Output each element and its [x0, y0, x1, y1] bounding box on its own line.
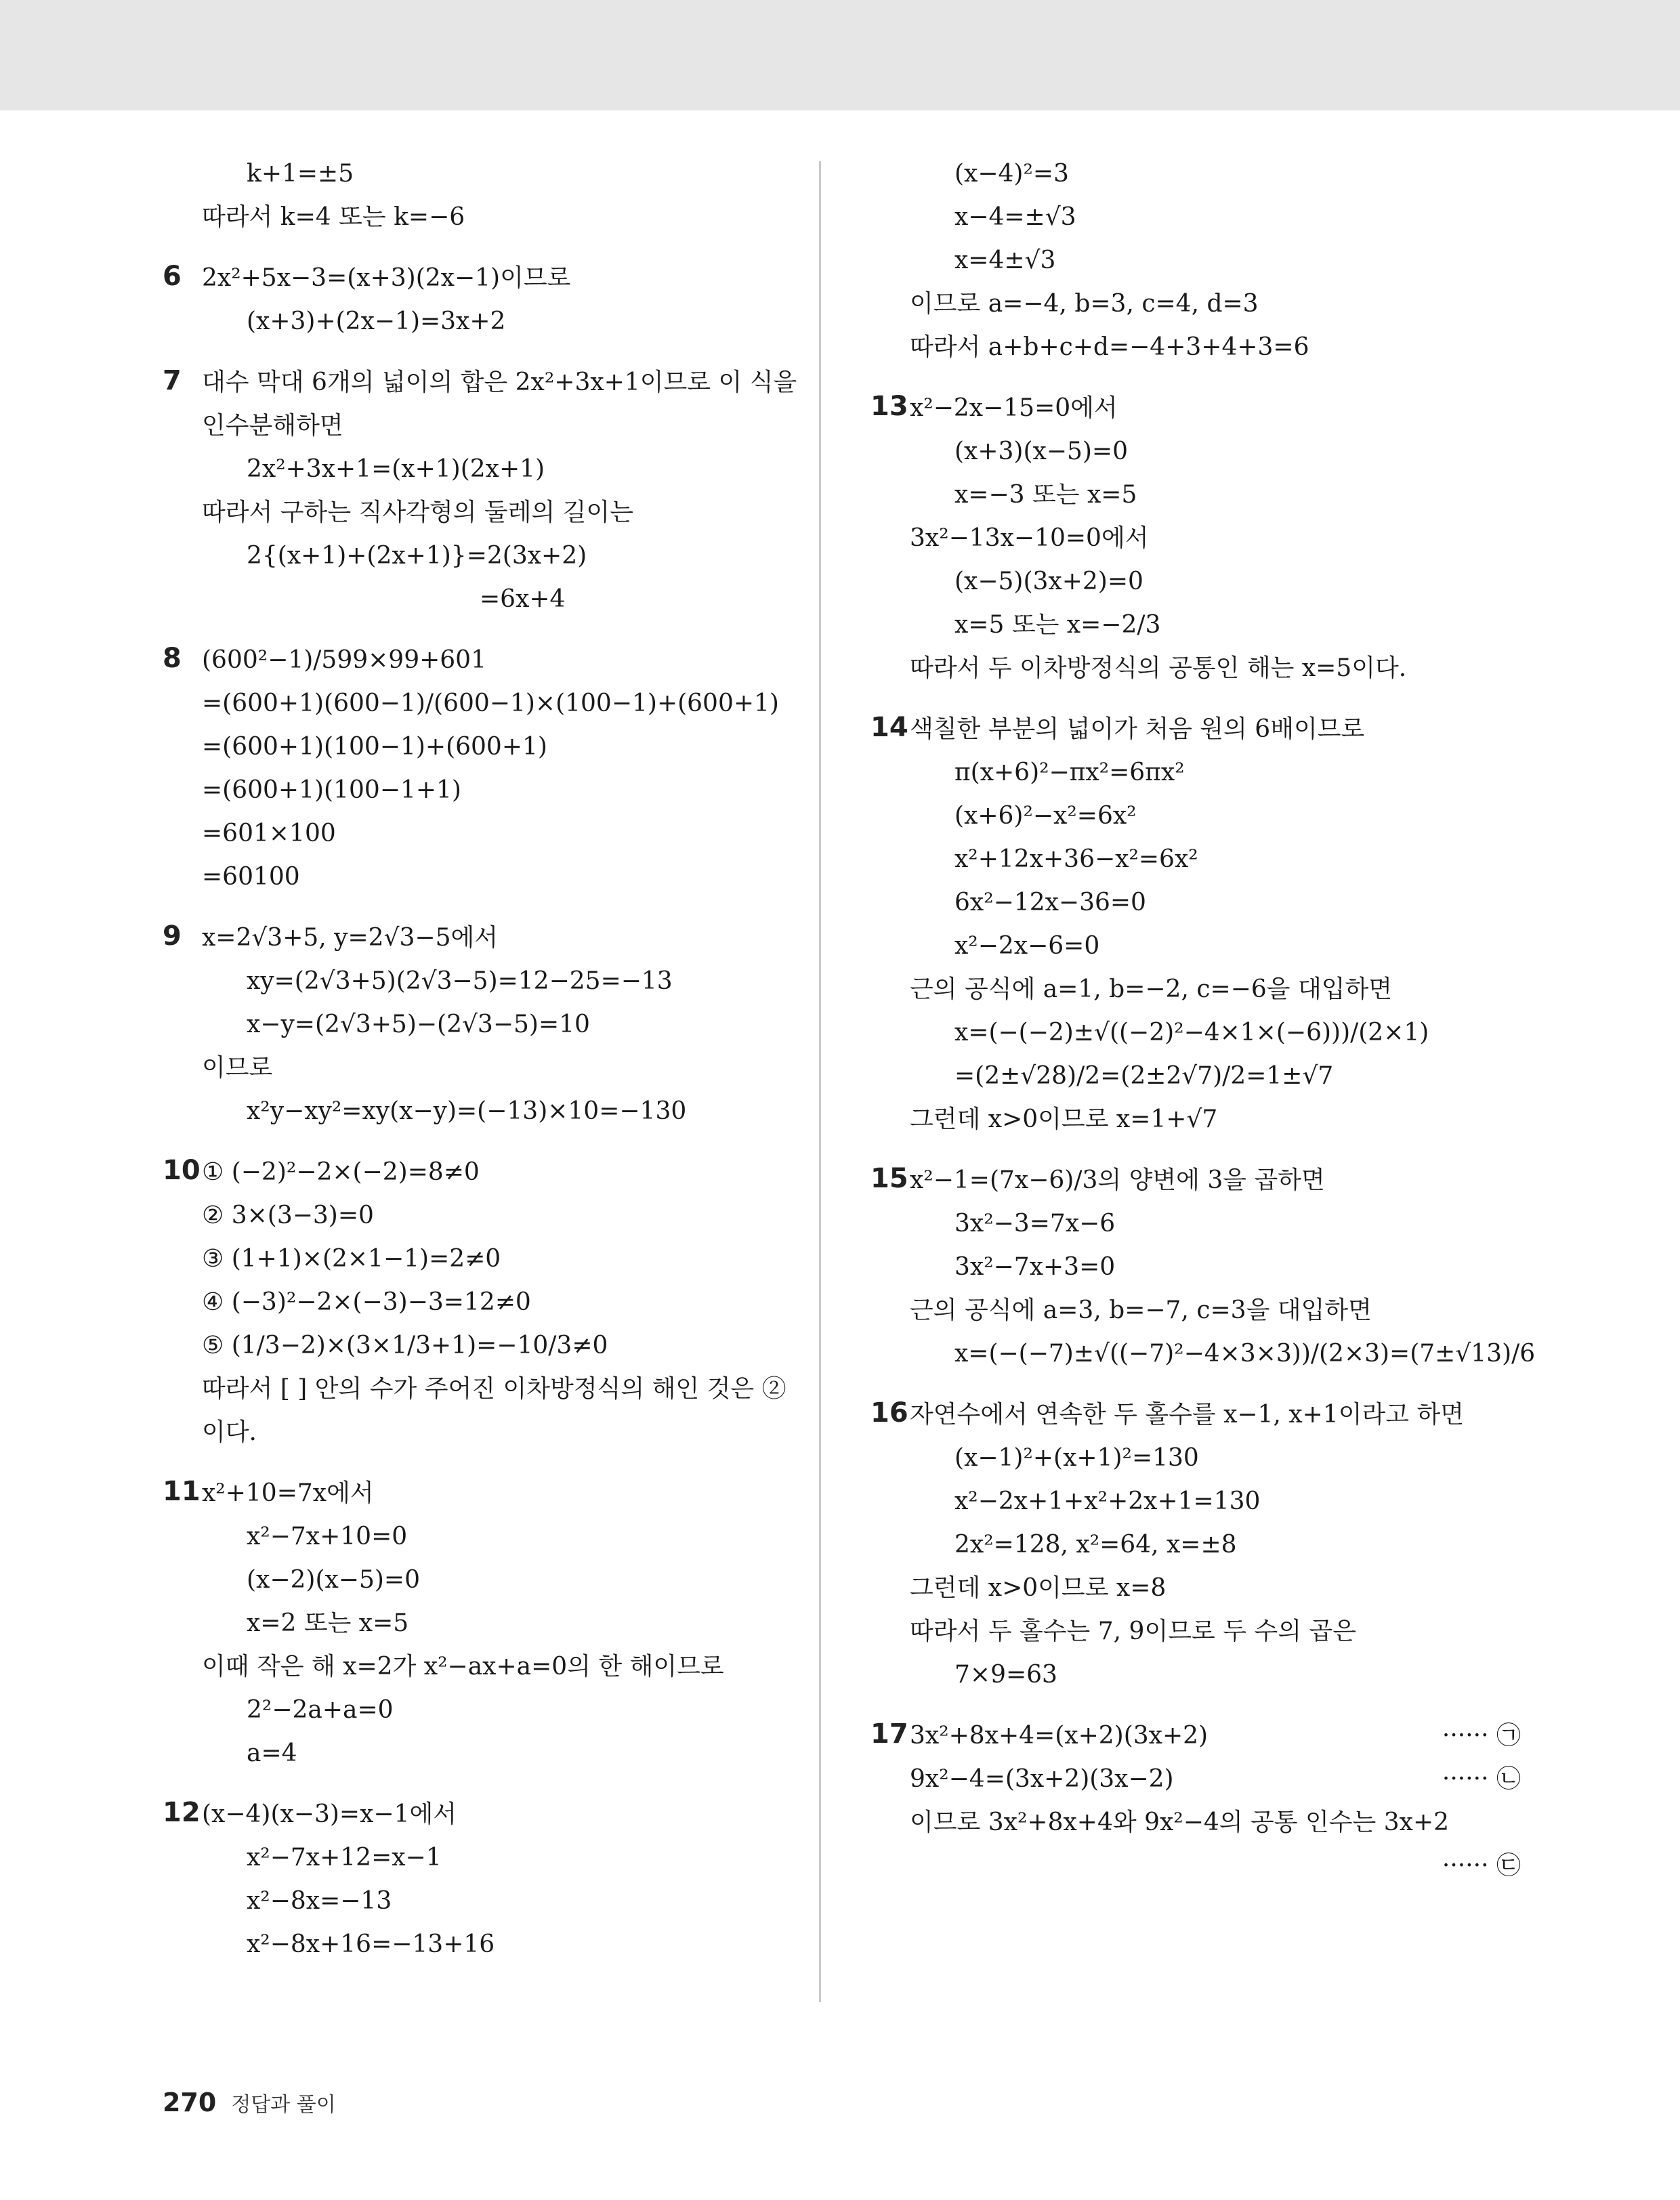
solution-line — [202, 152, 786, 196]
solution-line — [910, 1246, 1521, 1289]
solution-text: 3x²−13x−10=0에서 — [910, 524, 1149, 552]
problem-12 — [163, 1793, 786, 1966]
equation-marker: ······ ㉢ — [1442, 1852, 1521, 1880]
solution-line — [202, 1689, 786, 1732]
solution-line — [910, 751, 1521, 795]
solution-text: 9x²−4=(3x+2)(3x−2) — [910, 1765, 1174, 1793]
solution-text: (x−1)²+(x+1)²=130 — [954, 1444, 1199, 1472]
solution-text: =(600+1)(600−1)/(600−1)×(100−1)+(600+1) — [202, 690, 779, 717]
solution-text: 이므로 — [202, 1054, 273, 1082]
solution-text: x=4±√3 — [954, 247, 1056, 274]
solution-line — [202, 1732, 786, 1775]
problem-number: 12 — [163, 1797, 201, 1828]
problem-16 — [870, 1393, 1521, 1697]
solution-text: x=−3 또는 x=5 — [954, 481, 1137, 509]
solution-text: x=5 또는 x=−2/3 — [954, 611, 1161, 639]
solution-text: (x−4)(x−3)=x−1에서 — [202, 1800, 457, 1828]
solution-text: x²−2x−6=0 — [954, 932, 1100, 960]
page-footer — [163, 2088, 336, 2117]
solution-text: =601×100 — [202, 820, 336, 847]
solution-line — [202, 300, 786, 343]
problem-number: 14 — [870, 712, 908, 743]
solution-text: 따라서 두 이차방정식의 공통인 해는 x=5이다. — [910, 654, 1407, 682]
solution-text: 따라서 [ ] 안의 수가 주어진 이차방정식의 해인 것은 ② — [202, 1375, 786, 1403]
problem-13 — [870, 387, 1521, 690]
solution-line — [202, 1238, 786, 1281]
solution-text: x²−8x=−13 — [247, 1887, 392, 1915]
solution-text: x=(−(−7)±√((−7)²−4×3×3))/(2×3)=(7±√13)/6 — [954, 1340, 1536, 1368]
solution-line — [202, 196, 786, 239]
equation-marker: ······ ㉠ — [1442, 1722, 1521, 1750]
solution-line — [910, 1437, 1521, 1480]
solution-line — [202, 361, 797, 404]
solution-text: x−4=±√3 — [954, 203, 1076, 231]
problem-number: 7 — [163, 365, 182, 396]
solution-line — [910, 1289, 1521, 1332]
right-column — [870, 152, 1536, 1880]
problem-7 — [163, 361, 797, 621]
solution-text: x=2√3+5, y=2√3−5에서 — [202, 924, 499, 952]
solution-line — [910, 647, 1521, 690]
solution-line — [202, 1194, 786, 1238]
solution-text: 근의 공식에 a=3, b=−7, c=3을 대입하면 — [910, 1296, 1372, 1324]
solution-text: π(x+6)²−πx²=6πx² — [954, 759, 1185, 786]
solution-line — [910, 152, 1521, 196]
solution-text: (600²−1)/599×99+601 — [202, 646, 486, 674]
solution-line — [910, 1758, 1521, 1801]
equation-marker: ······ ㉡ — [1442, 1765, 1521, 1793]
solution-text: x−y=(2√3+5)−(2√3−5)=10 — [247, 1011, 590, 1038]
solution-text: 이때 작은 해 x=2가 x²−ax+a=0의 한 해이므로 — [202, 1653, 724, 1680]
solution-line — [202, 404, 786, 448]
problem-continued — [870, 152, 1521, 369]
problem-11 — [163, 1472, 786, 1775]
solution-text: 이므로 a=−4, b=3, c=4, d=3 — [910, 290, 1259, 318]
page-label: 정답과 풀이 — [231, 2093, 336, 2117]
solution-line — [910, 1159, 1521, 1202]
solution-text: 따라서 두 홀수는 7, 9이므로 두 수의 곱은 — [910, 1617, 1356, 1645]
solution-text: x²+12x+36−x²=6x² — [954, 845, 1198, 873]
solution-text: ③ (1+1)×(2×1−1)=2≠0 — [202, 1245, 501, 1273]
solution-line — [202, 1645, 786, 1689]
solution-line — [202, 1602, 786, 1645]
solution-line — [910, 326, 1521, 369]
solution-line — [910, 1011, 1521, 1055]
solution-text: 2{(x+1)+(2x+1)}=2(3x+2) — [247, 542, 587, 570]
problem-number: 6 — [163, 261, 182, 292]
problem-10 — [163, 1151, 786, 1454]
solution-line — [202, 1090, 786, 1133]
solution-line — [202, 1368, 786, 1411]
solution-line — [910, 1480, 1521, 1523]
solution-text: (x+3)(x−5)=0 — [954, 438, 1128, 465]
solution-text: ⑤ (1/3−2)×(3×1/3+1)=−10/3≠0 — [202, 1332, 608, 1359]
solution-line — [910, 1653, 1521, 1697]
solution-line — [202, 1793, 786, 1836]
solution-text: 따라서 k=4 또는 k=−6 — [202, 203, 465, 231]
solution-text: 6x²−12x−36=0 — [954, 889, 1146, 916]
solution-text: x²y−xy²=xy(x−y)=(−13)×10=−130 — [247, 1097, 687, 1125]
solution-line — [910, 387, 1521, 430]
solution-line — [202, 1836, 786, 1880]
solution-text: 따라서 a+b+c+d=−4+3+4+3=6 — [910, 333, 1309, 361]
top-header-band — [0, 0, 1680, 110]
solution-text: ④ (−3)²−2×(−3)−3=12≠0 — [202, 1288, 531, 1316]
solution-text: 이다. — [202, 1418, 257, 1446]
solution-line — [202, 578, 786, 621]
problem-continued — [163, 152, 786, 239]
solution-text: ① (−2)²−2×(−2)=8≠0 — [202, 1158, 480, 1186]
page-number: 270 — [163, 2088, 217, 2117]
solution-line — [910, 1202, 1521, 1246]
solution-line — [202, 1559, 786, 1602]
solution-text: 근의 공식에 a=1, b=−2, c=−6을 대입하면 — [910, 975, 1393, 1003]
solution-line — [202, 855, 786, 899]
solution-text: =60100 — [202, 863, 300, 891]
solution-text: x=2 또는 x=5 — [247, 1609, 409, 1637]
solution-line — [202, 448, 786, 491]
solution-line — [910, 430, 1521, 473]
solution-text: a=4 — [247, 1739, 297, 1767]
solution-line — [202, 960, 786, 1003]
solution-text: 2²−2a+a=0 — [247, 1696, 394, 1724]
problem-6 — [163, 257, 786, 343]
solution-line — [910, 239, 1521, 282]
solution-text: x²−7x+12=x−1 — [247, 1844, 442, 1871]
solution-text: 따라서 구하는 직사각형의 둘레의 길이는 — [202, 499, 633, 526]
solution-line — [202, 1151, 786, 1194]
solution-line — [202, 1046, 786, 1090]
left-column — [163, 152, 797, 1984]
solution-line — [202, 491, 786, 534]
solution-text: (x−4)²=3 — [954, 160, 1069, 188]
solution-text: ② 3×(3−3)=0 — [202, 1202, 374, 1229]
solution-text: x²−7x+10=0 — [247, 1523, 408, 1550]
solution-line — [910, 1332, 1536, 1376]
solution-line — [910, 881, 1521, 925]
solution-text: (x+3)+(2x−1)=3x+2 — [247, 308, 506, 335]
solution-line — [202, 639, 786, 682]
solution-line — [910, 925, 1521, 968]
solution-line — [910, 473, 1521, 517]
problem-8 — [163, 639, 786, 899]
solution-line — [910, 1523, 1521, 1567]
solution-text: (x−2)(x−5)=0 — [247, 1566, 420, 1594]
solution-line — [202, 1324, 786, 1368]
solution-text: (x+6)²−x²=6x² — [954, 802, 1137, 830]
solution-line — [910, 196, 1521, 239]
solution-line — [202, 682, 786, 725]
solution-line — [202, 1003, 786, 1046]
solution-text: 그런데 x>0이므로 x=8 — [910, 1574, 1167, 1602]
solution-text: 2x²=128, x²=64, x=±8 — [954, 1531, 1237, 1559]
solution-text: xy=(2√3+5)(2√3−5)=12−25=−13 — [247, 967, 673, 995]
solution-line — [910, 795, 1521, 838]
solution-line — [910, 1714, 1521, 1758]
solution-text: 2x²+3x+1=(x+1)(2x+1) — [247, 455, 545, 483]
solution-line — [910, 1610, 1521, 1653]
solution-text: 7×9=63 — [954, 1661, 1057, 1689]
solution-text: x=(−(−2)±√((−2)²−4×1×(−6)))/(2×1) — [954, 1019, 1429, 1046]
solution-text: 3x²−3=7x−6 — [954, 1210, 1116, 1238]
solution-line — [202, 916, 786, 960]
problem-15 — [870, 1159, 1536, 1376]
solution-line — [910, 1801, 1521, 1844]
solution-line — [202, 1880, 786, 1923]
problem-14 — [870, 708, 1521, 1141]
solution-line — [202, 1923, 786, 1966]
solution-text: 인수분해하면 — [202, 412, 343, 440]
solution-line — [910, 1055, 1521, 1098]
solution-text: k+1=±5 — [247, 160, 354, 188]
solution-line — [202, 725, 786, 769]
solution-line — [202, 1472, 786, 1515]
solution-line — [202, 1515, 786, 1559]
solution-text: 그런데 x>0이므로 x=1+√7 — [910, 1105, 1218, 1133]
problem-number: 9 — [163, 921, 182, 952]
solution-text: (x−5)(3x+2)=0 — [954, 568, 1143, 595]
solution-line — [910, 708, 1521, 751]
solution-text: x²+10=7x에서 — [202, 1479, 374, 1507]
solution-line — [202, 812, 786, 855]
solution-line — [910, 604, 1521, 647]
solution-line — [910, 560, 1521, 604]
solution-text: 3x²+8x+4=(x+2)(3x+2) — [910, 1722, 1209, 1750]
problem-number: 11 — [163, 1476, 201, 1507]
problem-number: 10 — [163, 1155, 201, 1186]
solution-text: =(2±√28)/2=(2±2√7)/2=1±√7 — [954, 1062, 1334, 1090]
solution-line — [910, 1393, 1521, 1437]
solution-text: 대수 막대 6개의 넓이의 합은 2x²+3x+1이므로 이 식을 — [202, 368, 797, 396]
solution-text: 자연수에서 연속한 두 홀수를 x−1, x+1이라고 하면 — [910, 1401, 1465, 1429]
solution-text: x²−8x+16=−13+16 — [247, 1930, 495, 1958]
problem-number: 16 — [870, 1397, 908, 1429]
solution-text: 2x²+5x−3=(x+3)(2x−1)이므로 — [202, 264, 571, 292]
solution-line — [202, 534, 786, 578]
solution-text: 색칠한 부분의 넓이가 처음 원의 6배이므로 — [910, 715, 1365, 743]
problem-number: 17 — [870, 1718, 908, 1750]
solution-line — [910, 282, 1521, 326]
solution-line — [202, 769, 786, 812]
solution-text: =(600+1)(100−1+1) — [202, 776, 461, 804]
solution-text: x²−2x+1+x²+2x+1=130 — [954, 1487, 1261, 1515]
solution-line — [910, 1098, 1521, 1141]
solution-line — [910, 968, 1521, 1011]
problem-number: 13 — [870, 391, 908, 422]
solution-line — [910, 1567, 1521, 1610]
solution-text: =6x+4 — [480, 585, 566, 613]
solution-line — [202, 1411, 786, 1454]
solution-text: 이므로 3x²+8x+4와 9x²−4의 공통 인수는 3x+2 — [910, 1808, 1450, 1836]
solution-text: 3x²−7x+3=0 — [954, 1253, 1116, 1281]
solution-text: =(600+1)(100−1)+(600+1) — [202, 733, 547, 761]
column-divider — [819, 161, 821, 2002]
solution-line — [910, 838, 1521, 881]
problem-number: 8 — [163, 643, 182, 674]
problem-17 — [870, 1714, 1521, 1880]
solution-line — [910, 517, 1521, 560]
solution-text: x²−2x−15=0에서 — [910, 394, 1118, 422]
problem-number: 15 — [870, 1163, 908, 1194]
solution-line — [202, 1281, 786, 1324]
problem-9 — [163, 916, 786, 1133]
solution-text: x²−1=(7x−6)/3의 양변에 3을 곱하면 — [910, 1166, 1325, 1194]
solution-line — [202, 257, 786, 300]
